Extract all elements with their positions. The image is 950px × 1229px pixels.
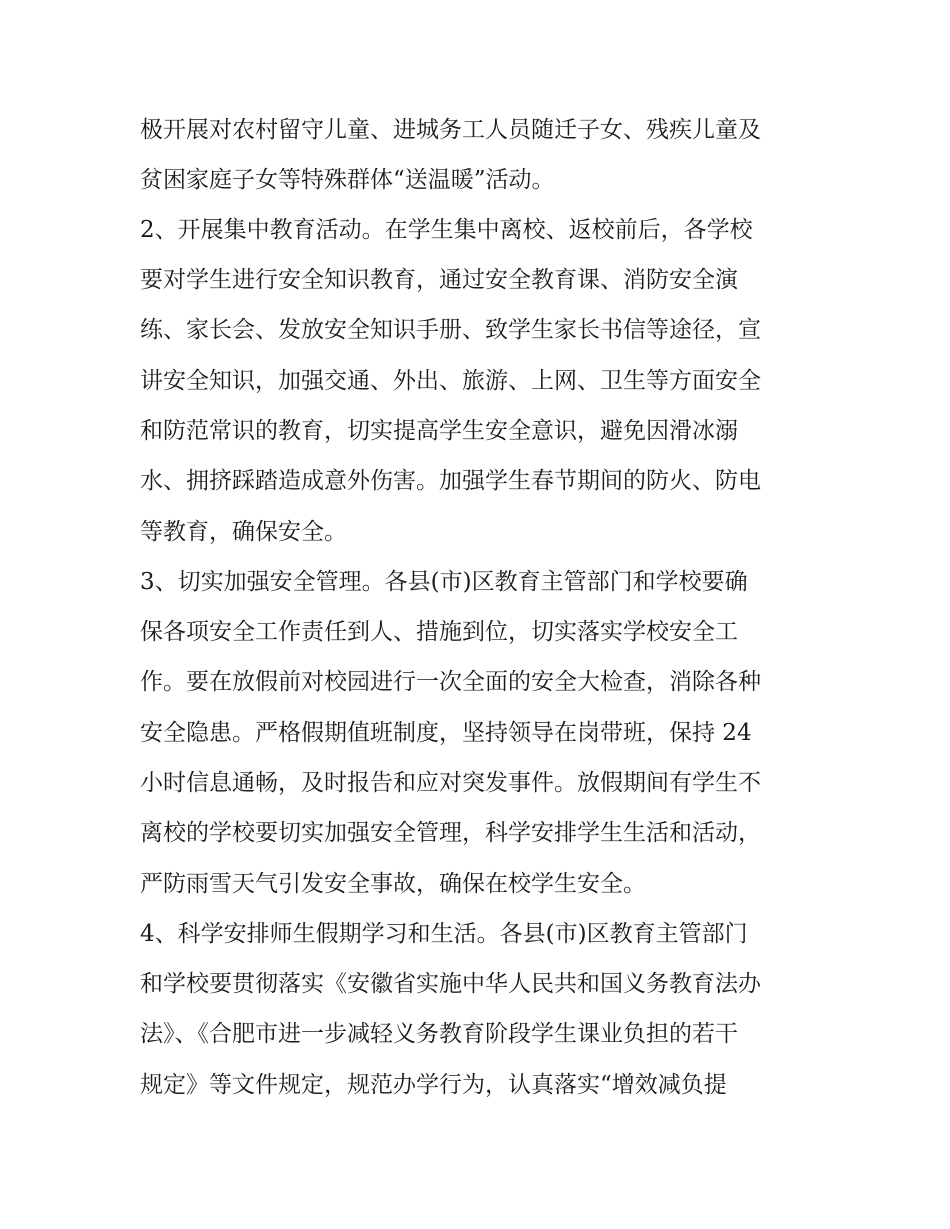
text-line: 法》、《合肥市进一步减轻义务教育阶段学生课业负担的若干 (140, 1021, 738, 1047)
text-line: 安全隐患。严格假期值班制度，坚持领导在岗带班，保持 24 (140, 720, 752, 746)
text-line: 2、开展集中教育活动。在学生集中离校、返校前后，各学校 (140, 217, 753, 243)
text-line: 极开展对农村留守儿童、进城务工人员随迁子女、残疾儿童及 (140, 117, 761, 143)
text-line: 严防雨雪天气引发安全事故，确保在校学生安全。 (140, 871, 646, 897)
text-line: 和学校要贯彻落实《安徽省实施中华人民共和国义务教育法办 (140, 971, 761, 997)
text-line: 和防范常识的教育，切实提高学生安全意识，避免因滑冰溺 (140, 418, 738, 444)
text-line: 4、科学安排师生假期学习和生活。各县(市)区教育主管部门 (140, 921, 748, 947)
text-line: 保各项安全工作责任到人、措施到位，切实落实学校安全工 (140, 619, 738, 645)
text-line: 讲安全知识，加强交通、外出、旅游、上网、卫生等方面安全 (140, 368, 761, 394)
text-line: 贫困家庭子女等特殊群体“送温暖”活动。 (140, 167, 555, 193)
text-line: 作。要在放假前对校园进行一次全面的安全大检查，消除各种 (140, 669, 761, 695)
text-line: 练、家长会、发放安全知识手册、致学生家长书信等途径，宣 (140, 317, 761, 343)
text-line: 规定》等文件规定，规范办学行为，认真落实“增效减负提 (140, 1072, 727, 1098)
text-line: 水、拥挤踩踏造成意外伤害。加强学生春节期间的防火、防电 (140, 468, 761, 494)
text-line: 3、切实加强安全管理。各县(市)区教育主管部门和学校要确 (140, 569, 748, 595)
text-line: 等教育，确保安全。 (140, 519, 347, 545)
text-line: 小时信息通畅，及时报告和应对突发事件。放假期间有学生不 (140, 770, 761, 796)
text-line: 要对学生进行安全知识教育，通过安全教育课、消防安全演 (140, 267, 738, 293)
text-line: 离校的学校要切实加强安全管理，科学安排学生生活和活动， (140, 820, 761, 846)
